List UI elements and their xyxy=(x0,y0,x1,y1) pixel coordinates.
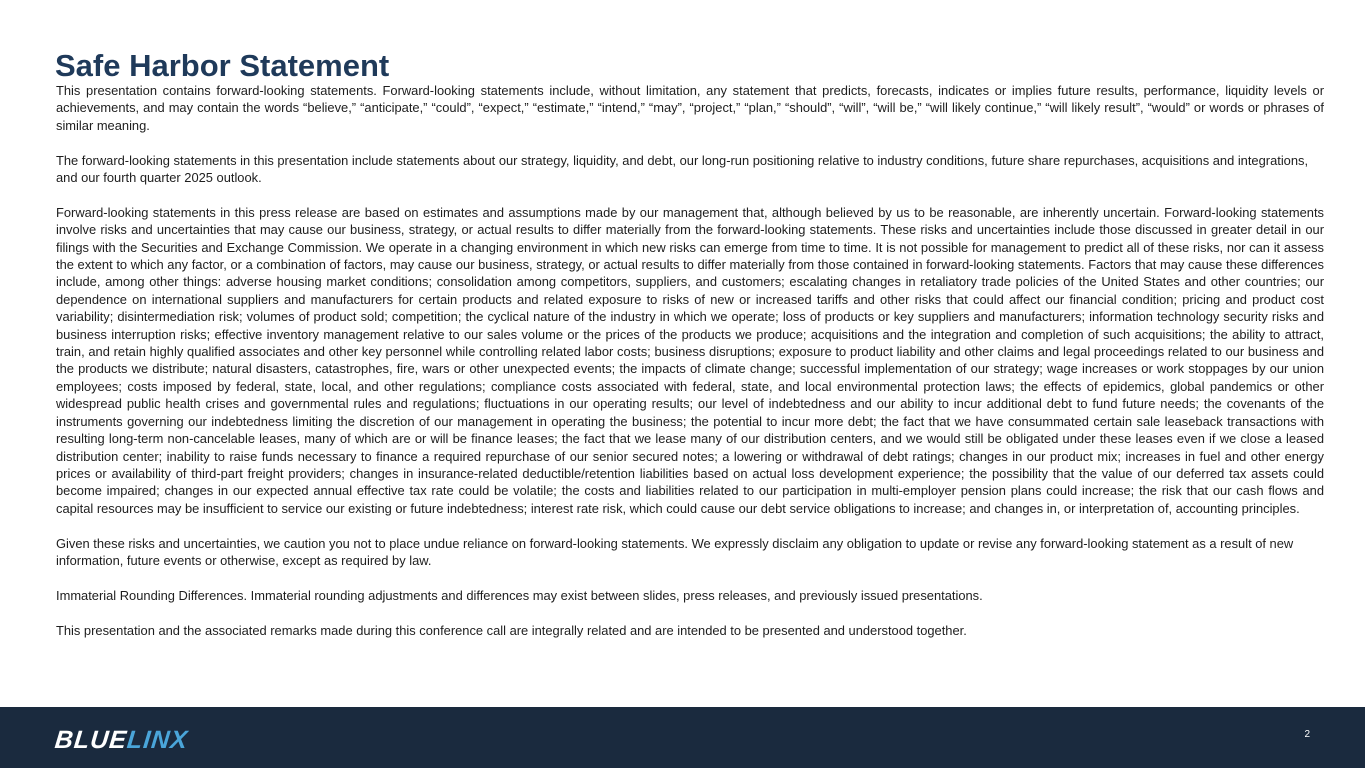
bluelinx-logo xyxy=(54,726,190,754)
logo-text-blue: BLUE xyxy=(53,726,129,754)
safe-harbor-body xyxy=(56,82,1324,639)
paragraph-risk-factors: Forward-looking statements in this press release are based on estimates and assumptions made by our management that, although believed by us to be reasonable, are inherently uncertain. Forward-looking statements involve risks and uncertainties that may cause our business, strategy, or actual results to differ materially from the forward-looking statements. These risks and uncertainties include those discussed in greater detail in our filings with the Securities and Exchange Commission. We operate in a changing environment in which new risks can emerge from time to time. It is not possible for management to predict all of these risks, nor can it assess the extent to which any factor, or a combination of factors, may cause our business, strategy, or actual results to differ materially from those contained in forward-looking statements. Factors that may cause these differences include, among other things: adverse housing market conditions; consolidation among competitors, suppliers, and customers; escalating changes in retaliatory trade policies of the United States and other countries; our dependence on international suppliers and manufacturers for certain products and related exposure to risks of new or increased tariffs and other risks that could affect our financial condition; pricing and product cost variability; disintermediation risk; volumes of product sold; competition; the cyclical nature of the industry in which we operate; loss of products or key suppliers and manufacturers; information technology security risks and business interruption risks; effective inventory management relative to our sales volume or the prices of the products we produce; acquisitions and the integration and completion of such acquisitions; the ability to attract, train, and retain highly qualified associates and other key personnel while controlling related labor costs; business disruptions; exposure to product liability and other claims and legal proceedings related to our business and the products we distribute; natural disasters, catastrophes, fire, wars or other unexpected events; the impacts of climate change; successful implementation of our strategy; wage increases or work stoppages by our union employees; costs imposed by federal, state, local, and other regulations; compliance costs associated with federal, state, and local environmental protection laws; the effects of epidemics, global pandemics or other widespread public health crises and governmental rules and regulations; fluctuations in our operating results; our level of indebtedness and our ability to incur additional debt to fund future needs; the covenants of the instruments governing our indebtedness limiting the discretion of our management in operating the business; the potential to incur more debt; the fact that we have consummated certain sale leaseback transactions with resulting long-term non-cancelable leases, many of which are or will be finance leases; the fact that we lease many of our distribution centers, and we would still be obligated under these leases even if we close a leased distribution center; inability to raise funds necessary to finance a required repurchase of our senior secured notes; a lowering or withdrawal of debt ratings; changes in our product mix; increases in fuel and other energy prices or availability of third-part freight providers; changes in insurance-related deductible/retention liabilities based on actual loss development experience; the possibility that the value of our deferred tax assets could become impaired; changes in our expected annual effective tax rate could be volatile; the costs and liabilities related to our participation in multi-employer pension plans could increase; the risk that our cash flows and capital resources may be insufficient to service our existing or future indebtedness; interest rate risk, which could cause our debt service obligations to increase; and changes in, or interpretation of, accounting principles. xyxy=(56,204,1324,516)
paragraph-statements-scope: The forward-looking statements in this presentation include statements about our strategy, liquidity, and debt, our long-run positioning relative to industry conditions, future share repurchases, acquisitions and integrations, and our fourth quarter 2025 outlook. xyxy=(56,152,1309,186)
paragraph-rounding: Immaterial Rounding Differences. Immaterial rounding adjustments and differences may exist between slides, press releases, and previously issued presentations. xyxy=(56,587,983,603)
paragraph-caution: Given these risks and uncertainties, we caution you not to place undue reliance on forward-looking statements. We expressly disclaim any obligation to update or revise any forward-looking statement as a result of new information, future events or otherwise, except as required by law. xyxy=(56,535,1294,568)
logo-text-linx: LINX xyxy=(125,726,190,754)
slide-title: Safe Harbor Statement xyxy=(55,48,390,83)
footer-bar xyxy=(0,707,1365,768)
page-number: 2 xyxy=(1304,729,1310,740)
paragraph-forward-looking-definition: This presentation contains forward-looking statements. Forward-looking statements include, without limitation, any statement that predicts, forecasts, indicates or implies future results, performance, liquidity levels or achievements, and may contain the words “believe,” “anticipate,” “could”, “expect,” “estimate,” “intend,” “may”, “project,” “plan,” “should”, “will”, “will be,” “will likely continue,” “will likely result”, “would” or words or phrases of similar meaning. xyxy=(56,83,1324,133)
paragraph-conference-call: This presentation and the associated remarks made during this conference call are integrally related and are intended to be presented and understood together. xyxy=(56,622,967,638)
